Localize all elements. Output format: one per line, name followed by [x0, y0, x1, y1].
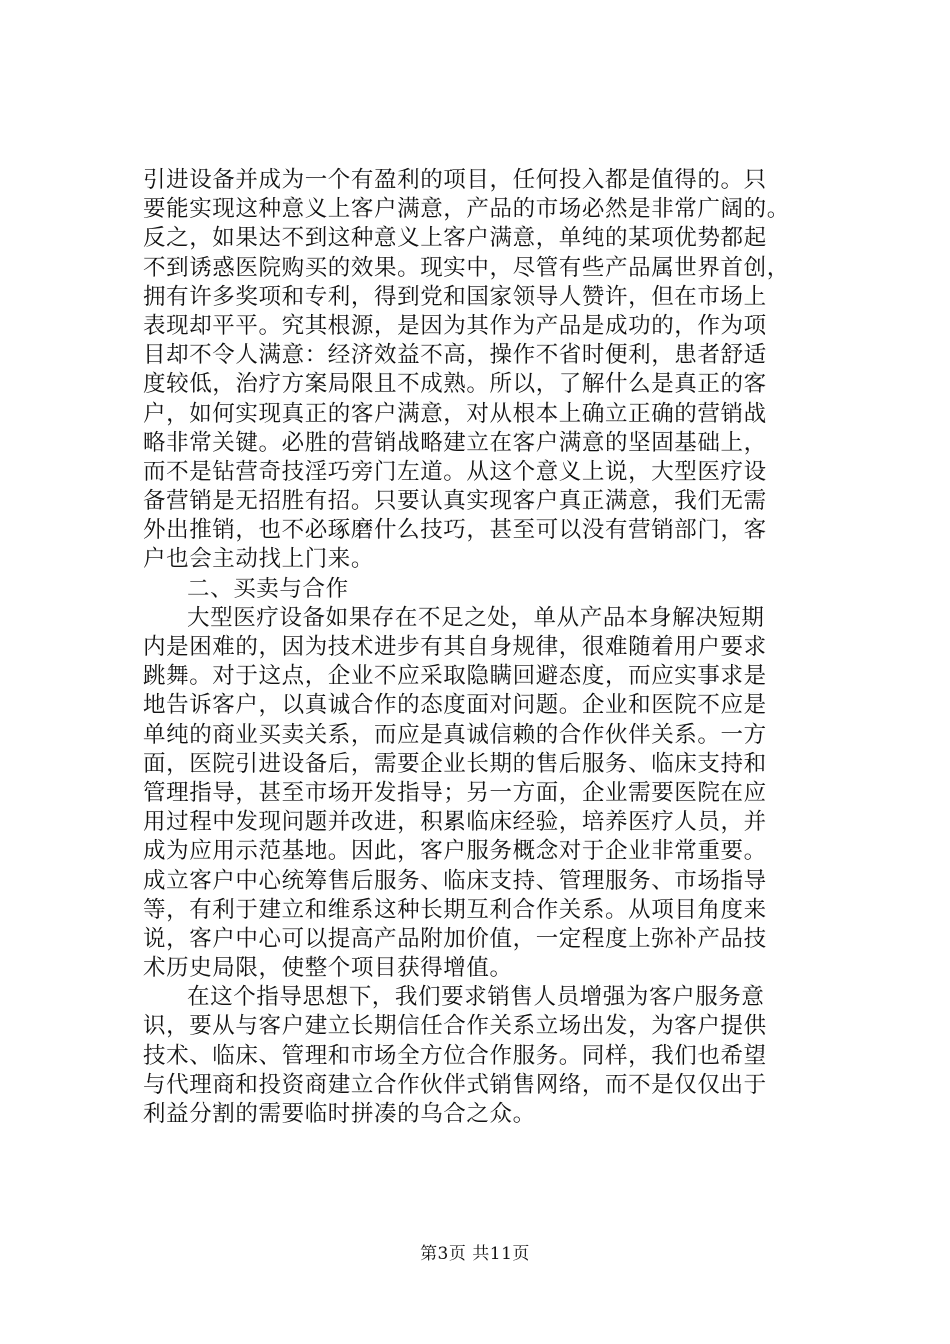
text-line: 地告诉客户，以真诚合作的态度面对问题。企业和医院不应是 — [143, 692, 767, 719]
text-line: 目却不令人满意：经济效益不高，操作不省时便利，患者舒适 — [143, 342, 767, 369]
text-line: 二、买卖与合作 — [187, 575, 349, 602]
text-line: 管理指导，甚至市场开发指导；另一方面，企业需要医院在应 — [143, 779, 767, 806]
text-line: 要能实现这种意义上客户满意，产品的市场必然是非常广阔的。 — [143, 196, 790, 223]
text-line: 度较低，治疗方案局限且不成熟。所以，了解什么是真正的客 — [143, 371, 767, 398]
body-text — [143, 166, 823, 1129]
text-line: 内是困难的，因为技术进步有其自身规律，很难随着用户要求 — [143, 634, 767, 660]
text-line: 等，有利于建立和维系这种长期互利合作关系。从项目角度来 — [143, 896, 767, 923]
text-line: 备营销是无招胜有招。只要认真实现客户真正满意，我们无需 — [143, 488, 767, 515]
page-number: 第3页 共11页 — [420, 1244, 530, 1264]
text-line: 反之，如果达不到这种意义上客户满意，单纯的某项优势都起 — [143, 225, 767, 252]
text-line: 利益分割的需要临时拼凑的乌合之众。 — [143, 1101, 536, 1127]
text-line: 表现却平平。究其根源，是因为其作为产品是成功的，作为项 — [143, 312, 767, 339]
text-line: 技术、临床、管理和市场全方位合作服务。同样，我们也希望 — [143, 1042, 767, 1069]
text-line: 而不是钻营奇技淫巧旁门左道。从这个意义上说，大型医疗设 — [143, 458, 767, 485]
text-line: 略非常关键。必胜的营销战略建立在客户满意的坚固基础上， — [143, 429, 767, 456]
text-line: 跳舞。对于这点，企业不应采取隐瞒回避态度，而应实事求是 — [143, 663, 767, 690]
text-line: 成为应用示范基地。因此，客户服务概念对于企业非常重要。 — [143, 838, 767, 865]
text-line: 术历史局限，使整个项目获得增值。 — [143, 955, 513, 982]
text-line: 引进设备并成为一个有盈利的项目，任何投入都是值得的。只 — [143, 167, 767, 193]
text-line: 拥有许多奖项和专利，得到党和国家领导人赞许，但在市场上 — [143, 283, 767, 310]
text-line: 面，医院引进设备后，需要企业长期的售后服务、临床支持和 — [143, 750, 767, 777]
text-line: 不到诱惑医院购买的效果。现实中，尽管有些产品属世界首创， — [143, 254, 790, 281]
text-line: 成立客户中心统筹售后服务、临床支持、管理服务、市场指导 — [143, 867, 767, 894]
text-line: 外出推销，也不必琢磨什么技巧，甚至可以没有营销部门，客 — [143, 517, 767, 544]
text-line: 户也会主动找上门来。 — [143, 546, 375, 573]
text-line: 与代理商和投资商建立合作伙伴式销售网络，而不是仅仅出于 — [143, 1071, 767, 1098]
text-line: 户，如何实现真正的客户满意，对从根本上确立正确的营销战 — [143, 400, 767, 427]
text-line: 单纯的商业买卖关系，而应是真诚信赖的合作伙伴关系。一方 — [143, 721, 767, 748]
text-line: 说，客户中心可以提高产品附加价值，一定程度上弥补产品技 — [143, 925, 767, 952]
text-line: 在这个指导思想下，我们要求销售人员增强为客户服务意 — [187, 984, 765, 1011]
text-line: 识，要从与客户建立长期信任合作关系立场出发，为客户提供 — [143, 1013, 767, 1040]
text-line: 大型医疗设备如果存在不足之处，单从产品本身解决短期 — [187, 604, 765, 631]
text-line: 用过程中发现问题并改进，积累临床经验，培养医疗人员，并 — [143, 809, 767, 836]
